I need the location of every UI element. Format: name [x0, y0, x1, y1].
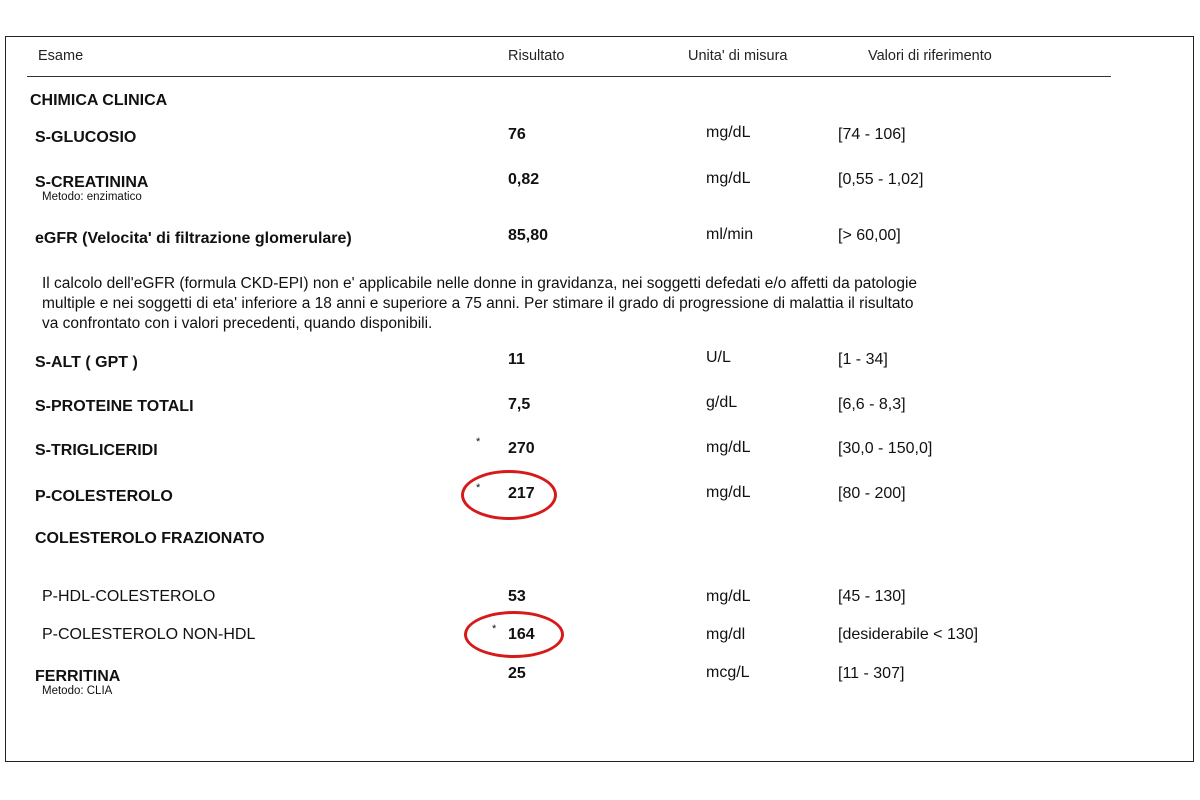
highlight-circle: [464, 611, 564, 658]
test-name: S-TRIGLICERIDI: [35, 442, 158, 459]
test-reference: [desiderabile < 130]: [838, 626, 979, 643]
test-value: 53: [508, 588, 526, 605]
test-method: Metodo: enzimatico: [42, 191, 142, 203]
header-exam: Esame: [38, 48, 84, 64]
abnormal-flag: *: [476, 482, 481, 494]
test-unit: mg/dL: [706, 588, 751, 605]
header-result: Risultato: [508, 48, 565, 64]
abnormal-flag: *: [476, 436, 481, 448]
test-name: P-COLESTEROLO: [35, 488, 173, 505]
test-reference: [> 60,00]: [838, 227, 901, 244]
section-colesterolo-frazionato: COLESTEROLO FRAZIONATO: [35, 530, 265, 547]
test-value: 85,80: [508, 227, 549, 244]
test-name: S-CREATININA: [35, 174, 149, 191]
test-name: eGFR (Velocita' di filtrazione glomerulare): [35, 230, 352, 247]
test-reference: [1 - 34]: [838, 351, 888, 368]
test-method: Metodo: CLIA: [42, 685, 113, 697]
test-reference: [6,6 - 8,3]: [838, 396, 906, 413]
test-unit: g/dL: [706, 394, 738, 411]
test-reference: [30,0 - 150,0]: [838, 440, 933, 457]
test-value: 217: [508, 485, 535, 502]
section-chimica-clinica: CHIMICA CLINICA: [30, 92, 168, 109]
test-unit: mcg/L: [706, 664, 750, 681]
note-line: Il calcolo dell'eGFR (formula CKD-EPI) non e' applicabile nelle donne in gravidanza, nei soggetti defedati e/o affetti da patologie: [42, 275, 918, 292]
test-reference: [74 - 106]: [838, 126, 906, 143]
test-value: 270: [508, 440, 535, 457]
note-line: va confrontato con i valori precedenti, quando disponibili.: [42, 315, 433, 332]
header-divider: [27, 76, 1111, 77]
test-value: 7,5: [508, 396, 531, 413]
test-name: P-COLESTEROLO NON-HDL: [42, 626, 256, 643]
test-unit: mg/dL: [706, 170, 751, 187]
test-unit: mg/dl: [706, 626, 746, 643]
test-reference: [45 - 130]: [838, 588, 906, 605]
test-reference: [11 - 307]: [838, 665, 905, 682]
header-reference: Valori di riferimento: [868, 48, 992, 64]
test-name: S-PROTEINE TOTALI: [35, 398, 194, 415]
test-unit: U/L: [706, 349, 731, 366]
test-name: S-ALT ( GPT ): [35, 354, 138, 371]
test-value: 11: [508, 351, 525, 368]
test-unit: ml/min: [706, 226, 754, 243]
test-unit: mg/dL: [706, 124, 751, 141]
highlight-circle: [461, 470, 557, 520]
test-name: FERRITINA: [35, 668, 121, 685]
test-unit: mg/dL: [706, 484, 751, 501]
test-name: S-GLUCOSIO: [35, 129, 137, 146]
test-reference: [80 - 200]: [838, 485, 906, 502]
egfr-note: [42, 274, 1102, 334]
abnormal-flag: *: [492, 623, 497, 635]
test-reference: [0,55 - 1,02]: [838, 171, 924, 188]
test-value: 0,82: [508, 171, 540, 188]
note-line: multiple e nei soggetti di eta' inferiore a 18 anni e superiore a 75 anni. Per stimare il grado di progressione di malattia il risultato: [42, 295, 914, 312]
test-unit: mg/dL: [706, 439, 751, 456]
header-unit: Unita' di misura: [688, 48, 788, 64]
test-value: 164: [508, 626, 535, 643]
test-value: 25: [508, 665, 526, 682]
test-name: P-HDL-COLESTEROLO: [42, 588, 216, 605]
test-value: 76: [508, 126, 526, 143]
